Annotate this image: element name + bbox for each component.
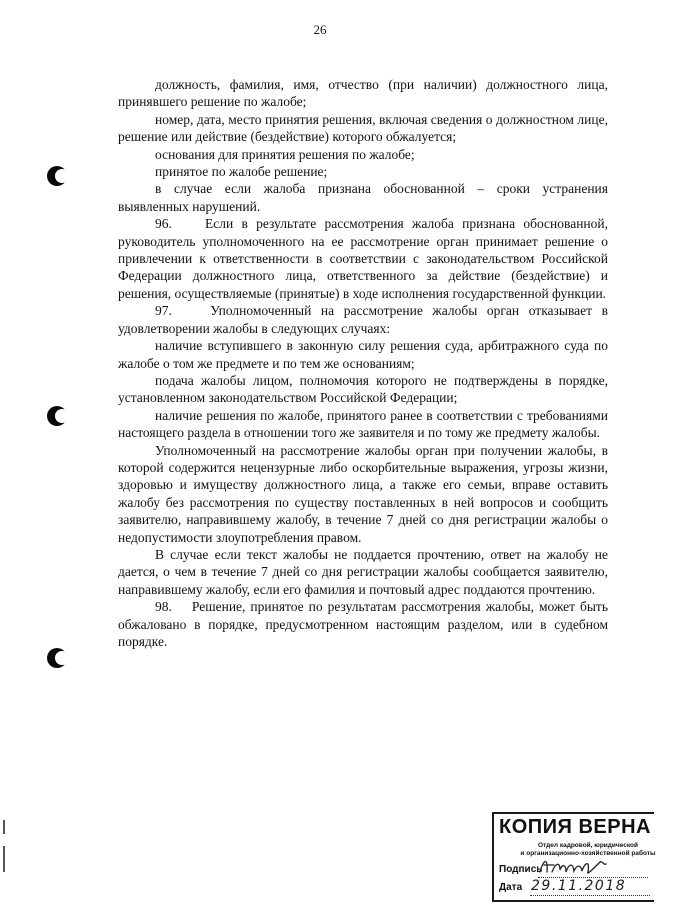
paragraph: принятое по жалобе решение; <box>155 164 328 180</box>
punch-hole-mark <box>47 406 67 426</box>
paragraph: наличие решения по жалобе, принятого ранее в соответствии с требованиями настоящего раздела в отношении того же заявителя и по тому же предмету жалобы. <box>118 407 608 441</box>
paragraph: подача жалобы лицом, полномочия которого не подтверждены в порядке, установленном законодательством Российской Федерации; <box>118 372 608 406</box>
paragraph: основания для принятия решения по жалобе; <box>155 146 415 162</box>
punch-hole-mark <box>47 648 67 668</box>
stamp-date-value: 29.11.2018 <box>531 878 627 894</box>
stamp-date-label: Дата <box>499 882 523 893</box>
stamp-department: Отдел кадровой, юридической и организационно-хозяйственной работы <box>520 842 656 857</box>
document-body <box>118 76 608 650</box>
stamp-title: КОПИЯ ВЕРНА <box>499 816 651 838</box>
punch-hole-mark <box>47 166 67 186</box>
paragraph: Уполномоченный на рассмотрение жалобы орган при получении жалобы, в которой содержится нецензурные либо оскорбительные выражения, угрозы жизни, здоровью и имуществу должностного лица, а также его семьи, вправе оставить жалобу без рассмотрения по существу поставленных в ней вопросов и сообщить заявителю, направившему жалобу, в течение 7 дней со дня регистрации жалобы о недопустимости злоупотребления правом. <box>118 442 608 545</box>
paragraph-97: 97. Уполномоченный на рассмотрение жалобы орган отказывает в удовлетворении жалобы в следующих случаях: <box>118 303 608 336</box>
scan-edge-mark <box>3 820 5 834</box>
paragraph: номер, дата, место принятия решения, включая сведения о должностном лице, решение или действие (бездействие) которого обжалуется; <box>118 111 608 145</box>
paragraph: В случае если текст жалобы не поддается прочтению, ответ на жалобу не дается, о чем в течение 7 дней со дня регистрации жалобы сообщается заявителю, направившему жалобу, если его фамилия и почтовый адрес поддаются прочтению. <box>118 546 608 597</box>
handwritten-signature <box>538 854 608 878</box>
scan-edge-mark <box>3 846 5 872</box>
paragraph-98: 98. Решение, принятое по результатам рассмотрения жалобы, может быть обжаловано в порядке, предусмотренном настоящим разделом, или в судебном порядке. <box>118 599 608 649</box>
paragraph-96: 96. Если в результате рассмотрения жалоба признана обоснованной, руководитель уполномоченного на ее рассмотрение орган принимает решение о привлечении к ответственности в соответствии с законодательством Российской Федерации должностного лица, ответственного за действие (бездействие) и решения, осуществляемые (принятые) в ходе исполнения государственной функции. <box>118 216 608 301</box>
paragraph: в случае если жалоба признана обоснованной – сроки устранения выявленных нарушений. <box>118 181 608 214</box>
copy-certified-stamp <box>492 812 654 902</box>
paragraph: наличие вступившего в законную силу решения суда, арбитражного суда по жалобе о том же предмете и по тем же основаниям; <box>118 338 608 371</box>
stamp-signature-label: Подпись <box>499 864 543 875</box>
paragraph: должность, фамилия, имя, отчество (при наличии) должностного лица, принявшего решение по жалобе; <box>118 77 608 110</box>
date-line <box>530 895 650 896</box>
page-number: 26 <box>313 22 327 37</box>
